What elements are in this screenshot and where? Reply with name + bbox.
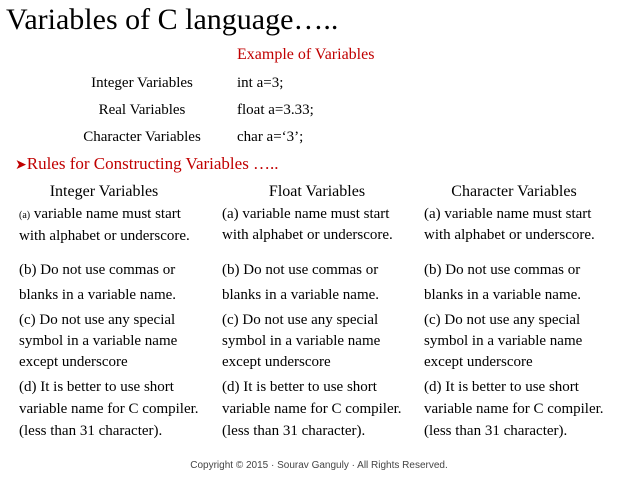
rule-line: (less than 31 character). <box>19 423 163 439</box>
rules-heading-text: Rules for Constructing Variables ….. <box>26 154 279 173</box>
rule-line: blanks in a variable name. <box>424 287 582 303</box>
rule-line: (a) variable name must start <box>424 206 592 222</box>
slide-title: Variables of C language….. <box>6 3 339 36</box>
rule-line: variable name for C compiler. <box>19 401 199 417</box>
rule-line: variable name for C compiler. <box>222 401 402 417</box>
rule-item <box>424 310 624 373</box>
rule-line: symbol in a variable name <box>19 333 178 349</box>
rule-line: with alphabet or underscore. <box>19 228 190 244</box>
rule-line: variable name for C compiler. <box>424 401 604 417</box>
rule-item <box>222 258 422 308</box>
example-heading: Example of Variables <box>237 46 375 63</box>
rule-item <box>222 204 422 246</box>
rule-line: symbol in a variable name <box>424 333 583 349</box>
rule-line: (d) It is better to use short <box>19 379 174 395</box>
rule-line: with alphabet or underscore. <box>424 227 595 243</box>
rule-item <box>19 258 219 308</box>
rule-item <box>424 376 624 442</box>
copyright-footer: Copyright © 2015 · Sourav Ganguly · All Rights Reserved. <box>190 460 448 471</box>
rule-line: blanks in a variable name. <box>222 287 380 303</box>
rule-line: (c) Do not use any special <box>424 312 581 328</box>
rule-line: (b) Do not use commas or <box>222 262 379 278</box>
rule-line: symbol in a variable name <box>222 333 381 349</box>
rule-line: except underscore <box>424 354 533 370</box>
rules-heading <box>15 154 279 175</box>
rule-line: (a) variable name must start <box>222 206 390 222</box>
rule-line: except underscore <box>222 354 331 370</box>
column-heading-float: Float Variables <box>268 183 366 200</box>
example-label: Character Variables <box>83 129 201 145</box>
rule-line-text: variable name must start <box>33 206 181 222</box>
example-label: Real Variables <box>98 102 186 118</box>
column-heading-character: Character Variables <box>451 183 577 200</box>
column-heading-integer: Integer Variables <box>49 183 159 200</box>
rule-item <box>222 310 422 373</box>
rule-line: with alphabet or underscore. <box>222 227 393 243</box>
rule-item <box>19 376 219 442</box>
rule-line: (b) Do not use commas or <box>424 262 581 278</box>
rule-item <box>222 376 422 442</box>
example-value: char a=‘3’; <box>237 129 304 145</box>
rule-item <box>424 204 624 246</box>
rule-line: (less than 31 character). <box>222 423 366 439</box>
rule-marker: (a) <box>19 210 31 221</box>
rule-item <box>19 204 219 247</box>
example-value: float a=3.33; <box>237 102 314 118</box>
rule-item <box>19 310 219 373</box>
rule-line: blanks in a variable name. <box>19 287 177 303</box>
rule-line: (d) It is better to use short <box>222 379 377 395</box>
rule-line: (c) Do not use any special <box>19 312 176 328</box>
example-value: int a=3; <box>237 75 284 91</box>
rule-line: (d) It is better to use short <box>424 379 579 395</box>
rule-item <box>424 258 624 308</box>
rule-line <box>19 204 219 226</box>
rule-line: (b) Do not use commas or <box>19 262 176 278</box>
rule-line: (c) Do not use any special <box>222 312 379 328</box>
arrow-bullet-icon: ➤ <box>15 157 27 173</box>
rule-line: (less than 31 character). <box>424 423 568 439</box>
rule-line: except underscore <box>19 354 128 370</box>
example-label: Integer Variables <box>91 75 193 91</box>
